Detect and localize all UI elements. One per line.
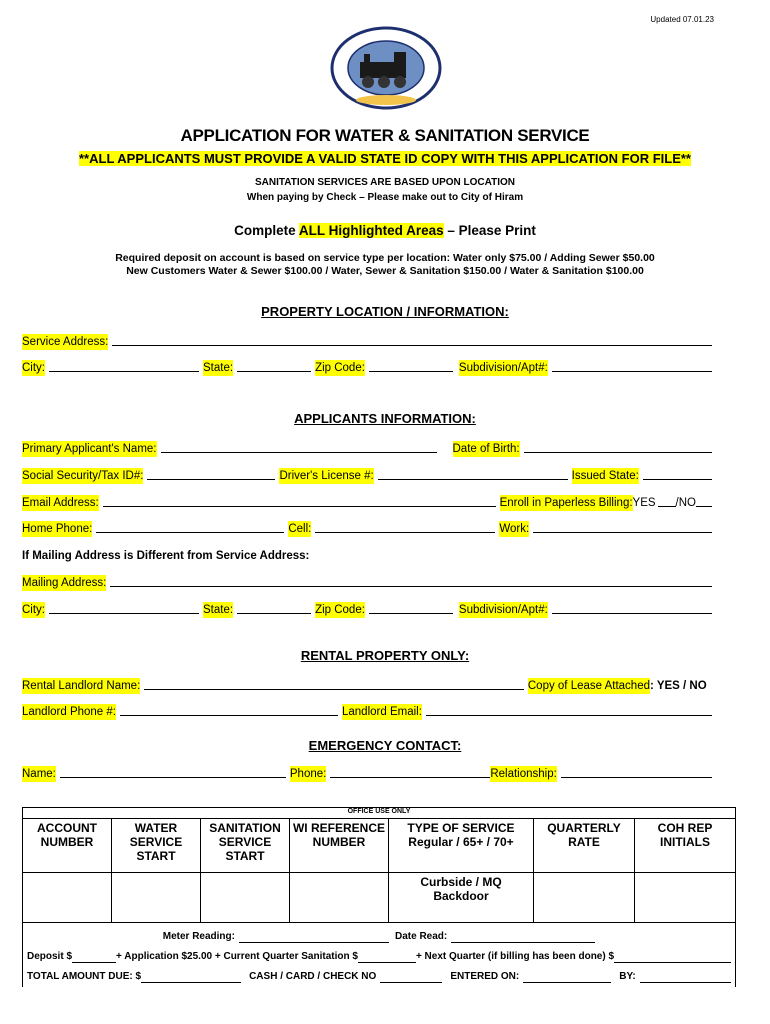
home-phone-label: Home Phone: xyxy=(22,523,93,535)
property-section-heading: PROPERTY LOCATION / INFORMATION: xyxy=(261,304,509,319)
paperless-yes-input[interactable] xyxy=(658,495,676,507)
updated-date: Updated 07.01.23 xyxy=(650,15,714,24)
meter-reading-label: Meter Reading: xyxy=(162,931,235,942)
landlord-phone-label: Landlord Phone #: xyxy=(22,706,116,718)
cell-label: Cell: xyxy=(288,523,312,535)
wi-reference-number-header: WI REFERENCE NUMBER xyxy=(290,819,389,873)
check-payment-notice: When paying by Check – Please make out to City of Hiram xyxy=(246,192,524,203)
account-number-cell[interactable] xyxy=(23,873,112,923)
coh-rep-initials-header: COH REP INITIALS xyxy=(635,819,736,873)
mailing-zip-label: Zip Code: xyxy=(315,604,365,616)
meter-reading-line xyxy=(27,931,731,943)
office-use-caption: OFFICE USE ONLY xyxy=(23,808,736,819)
emergency-section-heading: EMERGENCY CONTACT: xyxy=(308,738,462,753)
work-label: Work: xyxy=(499,523,530,535)
water-service-start-cell[interactable] xyxy=(112,873,201,923)
quarterly-rate-header: QUARTERLY RATE xyxy=(534,819,635,873)
landlord-email-label: Landlord Email: xyxy=(342,706,422,718)
office-totals-cell xyxy=(23,923,736,988)
mailing-state-label: State: xyxy=(203,604,234,616)
service-age-options[interactable]: Regular / 65+ / 70+ xyxy=(408,835,514,849)
email-label: Email Address: xyxy=(22,497,99,509)
landlord-phone-input[interactable] xyxy=(120,704,338,716)
applicants-section-heading: APPLICANTS INFORMATION: xyxy=(294,411,476,426)
paperless-label: Enroll in Paperless Billing: xyxy=(499,497,633,509)
date-read-label: Date Read: xyxy=(394,931,448,942)
deposit-info-line-2: New Customers Water & Sewer $100.00 / Water, Sewer & Sanitation $150.00 / Water & Sanitation $100.00 xyxy=(126,265,644,277)
quarterly-rate-cell[interactable] xyxy=(534,873,635,923)
curbside-option-cell[interactable] xyxy=(389,873,534,923)
relationship-input[interactable] xyxy=(561,766,712,778)
subdivision-input[interactable] xyxy=(552,360,712,372)
cell-input[interactable] xyxy=(315,521,495,533)
current-quarter-sanitation-input[interactable] xyxy=(358,951,416,963)
curbside-option[interactable]: Curbside / MQ Backdoor xyxy=(420,875,502,903)
emergency-phone-label: Phone: xyxy=(289,768,327,780)
type-of-service-cell xyxy=(389,819,534,873)
email-input[interactable] xyxy=(103,495,496,507)
application-sanitation-label: + Application $25.00 + Current Quarter Sanitation $ xyxy=(116,951,358,962)
check-number-input[interactable] xyxy=(380,971,442,983)
mailing-zip-input[interactable] xyxy=(369,602,453,614)
mailing-city-row xyxy=(22,602,712,618)
service-address-input[interactable] xyxy=(112,334,712,346)
lease-yes-no-options[interactable]: : YES / NO xyxy=(650,680,707,692)
mailing-subdivision-label: Subdivision/Apt#: xyxy=(458,604,548,616)
landlord-name-row xyxy=(22,678,712,694)
deposit-amount-label: Deposit $ xyxy=(27,951,73,962)
deposit-amount-input[interactable] xyxy=(72,951,116,963)
landlord-email-input[interactable] xyxy=(426,704,712,716)
landlord-name-label: Rental Landlord Name: xyxy=(22,680,141,692)
lease-attached-label: Copy of Lease Attached xyxy=(527,680,650,692)
deposit-info-line-1: Required deposit on account is based on service type per location: Water only $75.00 / Adding Sewer $50.00 xyxy=(115,252,655,264)
city-input[interactable] xyxy=(49,360,199,372)
subdivision-label: Subdivision/Apt#: xyxy=(458,362,548,374)
wi-reference-number-cell[interactable] xyxy=(290,873,389,923)
total-due-line xyxy=(27,971,731,983)
drivers-license-label: Driver's License #: xyxy=(279,470,374,482)
issued-state-label: Issued State: xyxy=(571,470,639,482)
total-due-input[interactable] xyxy=(141,971,241,983)
primary-applicant-label: Primary Applicant's Name: xyxy=(22,443,157,455)
date-read-input[interactable] xyxy=(451,931,595,943)
home-phone-input[interactable] xyxy=(96,521,284,533)
dob-input[interactable] xyxy=(524,441,712,453)
rental-section-heading: RENTAL PROPERTY ONLY: xyxy=(300,648,470,663)
service-address-label: Service Address: xyxy=(22,336,109,348)
email-row xyxy=(22,495,712,511)
primary-applicant-row xyxy=(22,441,712,457)
sanitation-notice: SANITATION SERVICES ARE BASED UPON LOCATION xyxy=(254,177,516,188)
entered-on-label: ENTERED ON: xyxy=(450,971,520,982)
mailing-note-text: If Mailing Address is Different from Service Address: xyxy=(22,550,310,562)
payment-method-label: CASH / CARD / CHECK NO xyxy=(249,971,377,982)
mailing-state-input[interactable] xyxy=(237,602,311,614)
drivers-license-input[interactable] xyxy=(378,468,568,480)
entered-by-label: BY: xyxy=(619,971,636,982)
emergency-contact-row xyxy=(22,766,712,782)
emergency-name-input[interactable] xyxy=(60,766,286,778)
entered-on-input[interactable] xyxy=(523,971,611,983)
id-requirement-notice: **ALL APPLICANTS MUST PROVIDE A VALID STATE ID COPY WITH THIS APPLICATION FOR FILE** xyxy=(79,151,691,166)
water-service-start-header: WATER SERVICE START xyxy=(112,819,201,873)
sanitation-service-start-cell[interactable] xyxy=(201,873,290,923)
landlord-contact-row xyxy=(22,704,712,720)
state-input[interactable] xyxy=(237,360,311,372)
emergency-phone-input[interactable] xyxy=(330,766,490,778)
paperless-yes-option[interactable]: YES xyxy=(632,497,656,509)
issued-state-input[interactable] xyxy=(643,468,712,480)
work-input[interactable] xyxy=(533,521,712,533)
mailing-note xyxy=(22,548,712,564)
ssn-row xyxy=(22,468,712,484)
account-number-header: ACCOUNT NUMBER xyxy=(23,819,112,873)
coh-rep-initials-cell[interactable] xyxy=(635,873,736,923)
type-of-service-header: TYPE OF SERVICE xyxy=(407,821,515,835)
entered-by-input[interactable] xyxy=(640,971,731,983)
mailing-address-row xyxy=(22,575,712,591)
city-label: City: xyxy=(22,362,45,374)
paperless-no-option[interactable]: /NO xyxy=(675,497,696,509)
form-title: APPLICATION FOR WATER & SANITATION SERVICE xyxy=(180,126,590,145)
paperless-no-input[interactable] xyxy=(696,495,712,507)
landlord-name-input[interactable] xyxy=(144,678,524,690)
mailing-city-label: City: xyxy=(22,604,45,616)
mailing-address-label: Mailing Address: xyxy=(22,577,107,589)
zip-label: Zip Code: xyxy=(315,362,365,374)
total-due-label: TOTAL AMOUNT DUE: $ xyxy=(27,971,142,982)
phone-row xyxy=(22,521,712,537)
city-seal-logo xyxy=(330,26,442,110)
meter-reading-input[interactable] xyxy=(239,931,389,943)
service-address-row xyxy=(22,334,712,350)
zip-input[interactable] xyxy=(369,360,453,372)
property-city-row xyxy=(22,360,712,376)
dob-label: Date of Birth: xyxy=(452,443,520,455)
complete-instruction: Complete ALL Highlighted Areas – Please Print xyxy=(234,223,536,238)
state-label: State: xyxy=(203,362,234,374)
next-quarter-label: + Next Quarter (if billing has been done) $ xyxy=(415,951,615,962)
mailing-city-input[interactable] xyxy=(49,602,199,614)
emergency-name-label: Name: xyxy=(22,768,56,780)
ssn-label: Social Security/Tax ID#: xyxy=(22,470,144,482)
office-use-table xyxy=(22,807,736,987)
mailing-subdivision-input[interactable] xyxy=(552,602,712,614)
relationship-label: Relationship: xyxy=(490,768,557,780)
ssn-input[interactable] xyxy=(147,468,275,480)
deposit-total-line xyxy=(27,951,731,963)
mailing-address-input[interactable] xyxy=(110,575,712,587)
sanitation-service-start-header: SANITATION SERVICE START xyxy=(201,819,290,873)
primary-applicant-input[interactable] xyxy=(161,441,437,453)
next-quarter-input[interactable] xyxy=(614,951,731,963)
